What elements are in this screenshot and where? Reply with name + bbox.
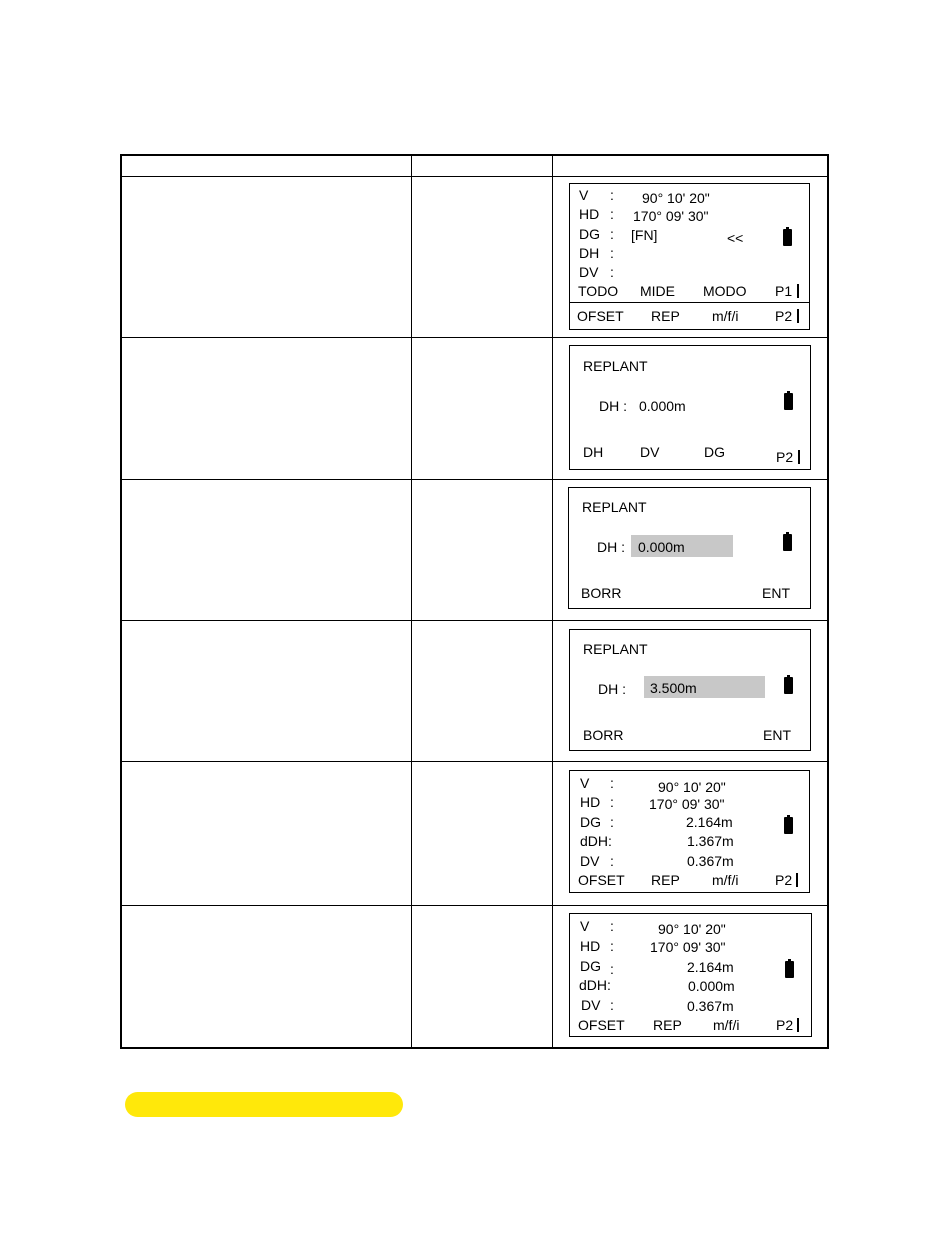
softkey-p2[interactable]: P2 — [776, 449, 794, 465]
softkey-ent[interactable]: ENT — [763, 727, 791, 743]
v-label: V — [580, 918, 590, 934]
softkey-ofset[interactable]: OFSET — [578, 1017, 625, 1033]
page-cursor — [798, 450, 800, 464]
dh-field-label: DH : — [598, 681, 626, 697]
softkey-ent[interactable]: ENT — [762, 585, 790, 601]
softkey-mfi[interactable]: m/f/i — [712, 872, 739, 888]
dg-colon: : — [610, 814, 614, 830]
battery-icon — [784, 675, 793, 694]
row-divider — [122, 905, 827, 906]
lcd-screen-1 — [569, 183, 810, 330]
lcd-screen-5 — [569, 770, 810, 893]
row-divider — [122, 337, 827, 338]
dv-colon: : — [610, 997, 614, 1013]
v-colon: : — [610, 918, 614, 934]
dv-label: DV — [581, 997, 601, 1013]
dg-colon: : — [610, 961, 614, 977]
dv-value: 0.367m — [687, 998, 734, 1014]
menu-separator — [570, 302, 809, 303]
dh-field-label: DH : — [599, 398, 627, 414]
v-label: V — [580, 775, 590, 791]
softkey-borr[interactable]: BORR — [581, 585, 622, 601]
dh-field-label: DH : — [597, 539, 625, 555]
column-divider — [552, 156, 553, 1047]
dv-colon: : — [610, 264, 614, 280]
ddh-label: dDH: — [580, 833, 612, 849]
battery-icon — [783, 227, 792, 246]
softkey-p2[interactable]: P2 — [775, 308, 793, 324]
replant-title: REPLANT — [583, 641, 648, 657]
dv-value: 0.367m — [687, 853, 734, 869]
v-colon: : — [610, 775, 614, 791]
softkey-dv[interactable]: DV — [640, 444, 660, 460]
hd-colon: : — [610, 794, 614, 810]
column-divider — [411, 156, 412, 1047]
lcd-screen-4 — [569, 629, 811, 751]
hd-label: HD — [580, 938, 601, 954]
dg-colon: : — [610, 226, 614, 242]
softkey-p1[interactable]: P1 — [775, 283, 793, 299]
v-value: 90° 10' 20" — [658, 921, 726, 937]
v-colon: : — [610, 187, 614, 203]
lcd-screen-2 — [569, 345, 811, 470]
row-divider — [122, 761, 827, 762]
battery-icon — [785, 959, 794, 978]
lcd-screen-3 — [568, 487, 811, 609]
battery-icon — [784, 815, 793, 834]
row-divider — [122, 620, 827, 621]
replant-title: REPLANT — [582, 499, 647, 515]
ddh-value: 1.367m — [687, 833, 734, 849]
dv-label: DV — [579, 264, 599, 280]
replant-title: REPLANT — [583, 358, 648, 374]
fn-indicator: [FN] — [631, 227, 658, 243]
hd-value: 170° 09' 30" — [633, 208, 709, 224]
ddh-label: dDH: — [579, 977, 611, 993]
softkey-rep[interactable]: REP — [653, 1017, 682, 1033]
dh-field-value: 0.000m — [639, 398, 686, 414]
hd-value: 170° 09' 30" — [649, 796, 725, 812]
double-arrow: << — [727, 230, 744, 246]
dh-input-value[interactable]: 0.000m — [638, 539, 685, 555]
dg-label: DG — [580, 814, 601, 830]
softkey-modo[interactable]: MODO — [703, 283, 747, 299]
softkey-rep[interactable]: REP — [651, 308, 680, 324]
softkey-todo[interactable]: TODO — [578, 283, 619, 299]
dh-label: DH — [579, 245, 600, 261]
hd-value: 170° 09' 30" — [650, 939, 726, 955]
battery-icon — [784, 391, 793, 410]
page-cursor — [796, 873, 798, 887]
yellow-highlight-bar — [125, 1092, 403, 1117]
dv-label: DV — [580, 853, 600, 869]
softkey-ofset[interactable]: OFSET — [577, 308, 624, 324]
softkey-p2[interactable]: P2 — [776, 1017, 794, 1033]
softkey-mfi[interactable]: m/f/i — [712, 308, 739, 324]
dh-colon: : — [610, 245, 614, 261]
page-cursor — [797, 309, 799, 323]
softkey-borr[interactable]: BORR — [583, 727, 624, 743]
softkey-mfi[interactable]: m/f/i — [713, 1017, 740, 1033]
header-row-divider — [122, 176, 827, 177]
softkey-dg[interactable]: DG — [704, 444, 725, 460]
page-cursor — [797, 1018, 799, 1032]
hd-label: HD — [580, 794, 601, 810]
dg-label: DG — [580, 958, 601, 974]
dg-value: 2.164m — [686, 814, 733, 830]
lcd-screen-6 — [569, 913, 812, 1037]
v-value: 90° 10' 20" — [658, 779, 726, 795]
hd-colon: : — [610, 206, 614, 222]
ddh-value: 0.000m — [688, 978, 735, 994]
dg-value: 2.164m — [687, 959, 734, 975]
v-label: V — [579, 187, 589, 203]
softkey-p2[interactable]: P2 — [775, 872, 793, 888]
dg-label: DG — [579, 226, 600, 242]
page-cursor — [797, 284, 799, 298]
battery-icon — [783, 532, 792, 551]
row-divider — [122, 479, 827, 480]
dv-colon: : — [610, 853, 614, 869]
softkey-ofset[interactable]: OFSET — [578, 872, 625, 888]
v-value: 90° 10' 20" — [642, 190, 710, 206]
softkey-rep[interactable]: REP — [651, 872, 680, 888]
hd-label: HD — [579, 206, 600, 222]
hd-colon: : — [610, 938, 614, 954]
softkey-dh[interactable]: DH — [583, 444, 604, 460]
dh-input-value[interactable]: 3.500m — [650, 680, 697, 696]
softkey-mide[interactable]: MIDE — [640, 283, 675, 299]
